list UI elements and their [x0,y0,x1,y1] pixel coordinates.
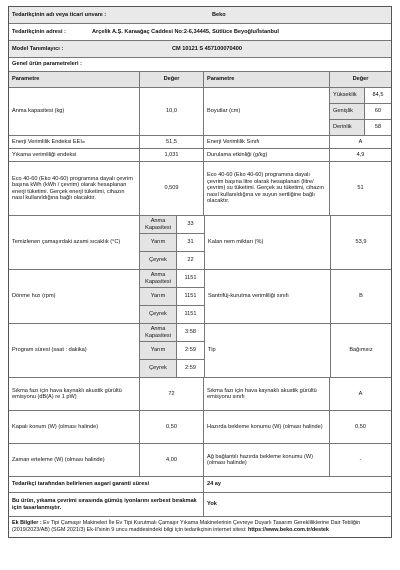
load-value: 31 [176,234,204,251]
eei-label [9,136,139,148]
load-label: Yarım [140,288,176,305]
off-mode-label: Kapalı konum (W) (olması halinde) [12,423,99,430]
spin-class-value: B [330,270,391,323]
load-value: 2:59 [176,342,204,359]
general-title-row [9,58,391,72]
rinse-label: Durulama etkinliği (g/kg) [203,149,329,161]
moisture-value: 53,9 [330,216,391,269]
model-row [9,41,391,58]
address-value: Arçelik A.Ş. Karaağaç Caddesi No:2-6,34445, Sütlüce Beyoğlu/İstanbul [92,28,279,35]
duration-values [139,324,204,377]
washing-value: 1,031 [139,149,203,161]
warranty-row [9,477,391,493]
additional-info [9,517,391,537]
load-value: 2:59 [176,360,204,377]
spin-values [139,270,204,323]
noise-value: 72 [139,378,203,410]
energy-consumption-value: 0,509 [139,162,203,215]
header-param-left: Parametre [12,76,40,83]
moisture-label: Kalan nem miktarı (%) [204,216,330,269]
noise-class-value: A [329,378,391,410]
standby-label: Hazırda bekleme konumu (W) (olması halinde) [203,411,329,443]
load-value: 33 [176,216,204,233]
additional-info-text: Ev Tipi Çamaşır Makineleri İle Ev Tipi Kurutmalı Çamaşır Yıkama Makinelerinin Çevreye Duyarlı Tasarım Gerekliliklerine Dair Tebliğin (2019/2023/AB) (SGM 2021/3) Ek-II'sinin 9 uncu maddesindeki bilgi için tedarikçinin internet sitesi: [12,520,361,533]
load-label: Anma Kapasitesi [140,324,176,341]
load-value: 3:58 [176,324,204,341]
supplier-label: Tedarikçinin adı veya ticari unvanı : [12,11,107,18]
network-standby-label: Ağ bağlantılı hazırda bekleme konumu (W) (olması halinde) [203,444,329,476]
dimension-value: 60 [364,104,391,119]
support-link[interactable]: https://www.beko.com.tr/destek [247,526,329,533]
temperature-row [9,216,391,270]
temperature-label: Temizlenen çamaşırdaki azami sıcaklık (°C) [12,239,121,246]
capacity-label: Anma kapasitesi (kg) [12,108,65,115]
duration-quarter [140,360,204,377]
noise-label: Sıkma fazı için hava kaynaklı akustik gürültü emisyonu (dB(A) re 1 pW) [12,387,122,400]
supplier-value: Beko [212,11,226,18]
water-consumption-value: 51 [329,162,391,215]
header-value-right: Değer [329,72,391,87]
dimension-height [330,88,391,104]
header-param-right: Parametre [203,72,329,87]
energy-class-value: A [329,136,391,148]
dimension-label: Genişlik [330,104,364,119]
silver-label: Bu ürün, yıkama çevrimi sırasında gümüş iyonlarını serbest bırakmak için tasarlanmıştır. [12,498,197,511]
standby-value: 0,50 [329,411,391,443]
spin-rated [140,270,204,288]
temperature-quarter [140,252,204,269]
load-value: 22 [176,252,204,269]
load-label: Çeyrek [140,360,176,377]
type-label: Tip [204,324,330,377]
temperature-rated [140,216,204,234]
delay-row [9,444,391,477]
delay-label: Zaman erteleme (W) (olması halinde) [12,456,105,463]
silver-row [9,493,391,517]
dimension-depth [330,120,391,135]
capacity-value: 10,0 [139,88,203,135]
load-value: 1151 [176,288,204,305]
header-row [9,72,391,88]
load-value: 1151 [176,306,204,323]
load-label: Anma Kapasitesi [140,270,176,287]
load-label: Yarım [140,234,176,251]
duration-row [9,324,391,378]
water-consumption-label: Eco 40-60 (Eko 40-60) programına dayalı çevrim başına litre olarak hesaplanan (litre/çevrim) su tüketimi. Gerçek su tüketimi, cihazın nasıl kullanıldığına ve suyun sertliğine bağlı olacaktır. [203,162,329,215]
spin-class-label: Santrifüj-kurutma verimliliği sınıfı [204,270,330,323]
temperature-half [140,234,204,252]
off-mode-value: 0,50 [139,411,203,443]
dimensions-values [329,88,391,135]
capacity-row [9,88,391,136]
type-value: Bağımsız [330,324,391,377]
noise-class-label: Sıkma fazı için hava kaynaklı akustik gürültü emisyonu sınıfı [203,378,329,410]
spin-half [140,288,204,306]
dimensions-label: Boyutlar (cm) [203,88,329,135]
load-label: Çeyrek [140,306,176,323]
temperature-values [139,216,204,269]
supplier-row [9,7,391,24]
consumption-row [9,162,391,216]
load-value: 1151 [176,270,204,287]
duration-half [140,342,204,360]
washing-row [9,149,391,162]
dimension-width [330,104,391,120]
address-row [9,24,391,41]
delay-value: 4,00 [139,444,203,476]
rinse-value: 4,9 [329,149,391,161]
model-label: Model Tanımlayıcı : [12,45,64,52]
washing-label: Yıkama verimliliği endeksi [12,151,77,158]
dimension-value: 84,5 [364,88,391,103]
dimension-label: Yükseklik [330,88,364,103]
duration-rated [140,324,204,342]
header-value-left: Değer [139,72,203,87]
model-value: CM 10121 S 457100070400 [172,45,242,52]
eei-value: 51,5 [139,136,203,148]
sheet-table [8,6,392,538]
load-label: Çeyrek [140,252,176,269]
load-label: Yarım [140,342,176,359]
energy-class-label: Enerji Verimlilik Sınıfı [203,136,329,148]
general-title: Genel ürün parametreleri : [12,61,82,68]
additional-info-title: Ek Bilgiler : [12,520,42,526]
eei-label-text: Enerji Verimlilik Endeksi EEI [12,138,82,145]
spin-quarter [140,306,204,323]
duration-label: Program süresi (saat : dakika) [12,347,87,354]
network-standby-value: - [329,444,391,476]
energy-consumption-label: Eco 40-60 (Eko 40-60) programına dayalı çevrim başına kWh (kWh / çevrim) olarak hesaplanan enerji tüketimi. Gerçek enerji tüketimi, cihazın nasıl kullanıldığına bağlı olacaktır. [12,175,133,201]
spin-label: Dönme hızı (rpm) [12,293,56,300]
noise-row [9,378,391,411]
eei-label-subscript: w [81,138,85,144]
dimension-value: 58 [364,120,391,135]
spin-row [9,270,391,324]
warranty-label: Tedarikçi tarafından belirlenen asgari garanti süresi [12,481,149,488]
off-mode-row [9,411,391,444]
warranty-value: 24 ay [203,477,391,492]
load-label: Anma Kapasitesi [140,216,176,233]
address-label: Tedarikçinin adresi : [12,28,66,35]
eei-row [9,136,391,149]
dimension-label: Derinlik [330,120,364,135]
silver-value: Yok [203,493,391,516]
